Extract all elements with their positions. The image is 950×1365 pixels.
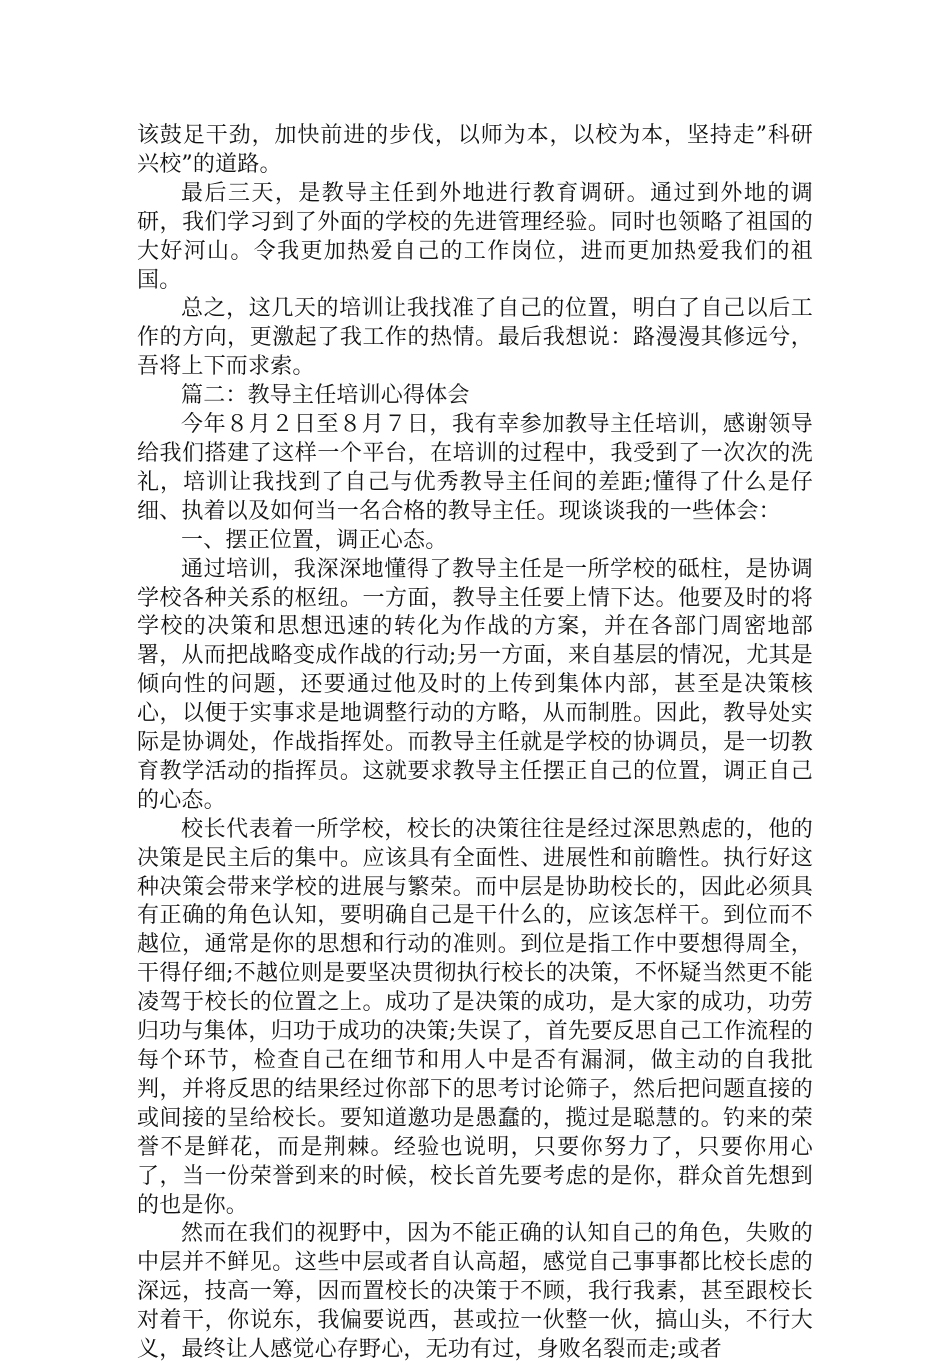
document-body <box>137 122 813 1365</box>
paragraph-6: 校长代表着一所学校，校长的决策往往是经过深思熟虑的，他的决策是民主后的集中。应该具有全面性、进展性和前瞻性。执行好这种决策会带来学校的进展与繁荣。而中层是协助校长的，因此必须具有正确的角色认知，要明确自己是干什么的，应该怎样干。到位而不越位，通常是你的思想和行动的准则。到位是指工作中要想得周全，干得仔细;不越位则是要坚决贯彻执行校长的决策，不怀疑当然更不能凌驾于校长的位置之上。成功了是决策的成功，是大家的成功，功劳归功与集体，归功于成功的决策;失误了，首先要反思自己工作流程的每个环节，检查自己在细节和用人中是否有漏洞，做主动的自我批判，并将反思的结果经过你部下的思考讨论筛子，然后把问题直接的或间接的呈给校长。要知道邀功是愚蠢的，揽过是聪慧的。钓来的荣誉不是鲜花，而是荆棘。经验也说明，只要你努力了，只要你用心了，当一份荣誉到来的时候，校长首先要考虑的是你，群众首先想到的也是你。 <box>137 816 813 1218</box>
paragraph-4: 今年８月２日至８月７日，我有幸参加教导主任培训，感谢领导给我们搭建了这样一个平台，在培训的过程中，我受到了一次次的洗礼，培训让我找到了自己与优秀教导主任间的差距;懂得了什么是仔细、执着以及如何当一名合格的教导主任。现谈谈我的一些体会： <box>137 412 813 524</box>
section-heading: 篇二：教导主任培训心得体会 <box>181 383 470 409</box>
paragraph-2: 最后三天，是教导主任到外地进行教育调研。通过到外地的调研，我们学习到了外面的学校的先进管理经验。同时也领略了祖国的大好河山。令我更加热爱自己的工作岗位，进而更加热爱我们的祖国。 <box>137 180 813 293</box>
paragraph-7: 然而在我们的视野中，因为不能正确的认知自己的角色，失败的中层并不鲜见。这些中层或者自认高超，感觉自己事事都比校长虑的深远，技高一筹，因而置校长的决策于不顾，我行我素，甚至跟校长对着干，你说东，我偏要说西，甚或拉一伙整一伙，搞山头，不行大义，最终让人感觉心存野心，无功有过，身败名裂而走;或者 <box>137 1221 813 1363</box>
subheading-1: 一、摆正位置，调正心态。 <box>181 527 448 553</box>
paragraph-5: 通过培训，我深深地懂得了教导主任是一所学校的砥柱，是协调学校各种关系的枢纽。一方面，教导主任要上情下达。他要及时的将学校的决策和思想迅速的转化为作战的方案，并在各部门周密地部署，从而把战略变成作战的行动;另一方面，来自基层的情况，尤其是倾向性的问题，还要通过他及时的上传到集体内部，甚至是决策核心，以便于实事求是地调整行动的方略，从而制胜。因此，教导处实际是协调处，作战指挥处。而教导主任就是学校的协调员，是一切教育教学活动的指挥员。这就要求教导主任摆正自己的位置，调正自己的心态。 <box>137 556 813 813</box>
paragraph-1: 该鼓足干劲，加快前进的步伐，以师为本，以校为本，坚持走”科研兴校”的道路。 <box>137 123 813 177</box>
paragraph-3: 总之，这几天的培训让我找准了自己的位置，明白了自己以后工作的方向，更激起了我工作的热情。最后我想说：路漫漫其修远兮，吾将上下而求索。 <box>137 296 813 380</box>
